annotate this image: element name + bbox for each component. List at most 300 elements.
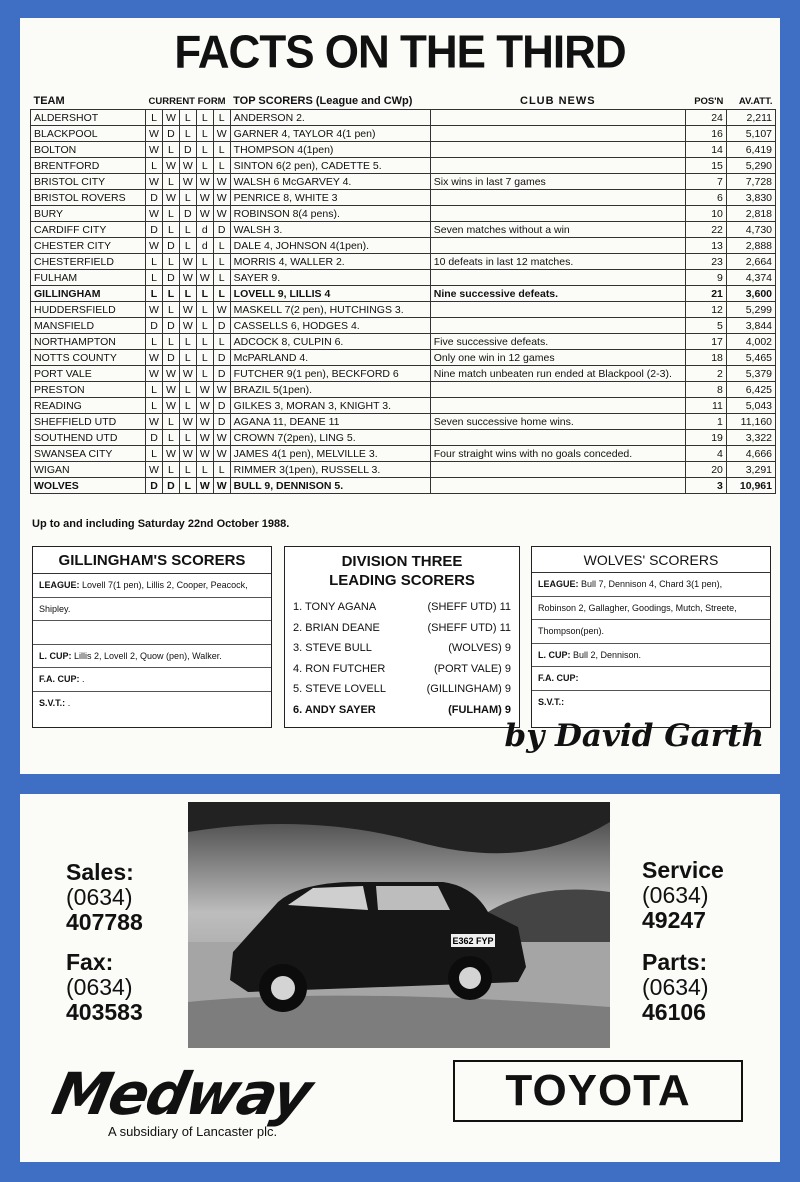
table-row (31, 110, 776, 126)
form-cell: L (146, 398, 163, 414)
form-cell: L (146, 270, 163, 286)
form-cell: L (146, 382, 163, 398)
gill-league-row (33, 574, 271, 598)
form-cell: L (196, 126, 213, 142)
team-cell: SWANSEA CITY (31, 446, 146, 462)
table-row (31, 334, 776, 350)
scorers-cell: GILKES 3, MORAN 3, KNIGHT 3. (230, 398, 430, 414)
position-cell: 18 (685, 350, 726, 366)
position-cell: 4 (685, 446, 726, 462)
news-cell: Seven successive home wins. (430, 414, 685, 430)
form-cell: L (146, 254, 163, 270)
gill-svt-row (33, 692, 271, 715)
team-cell: NORTHAMPTON (31, 334, 146, 350)
wolves-facup-row (532, 667, 770, 691)
table-row (31, 318, 776, 334)
form-cell: L (179, 190, 196, 206)
position-cell: 15 (685, 158, 726, 174)
team-cell: WOLVES (31, 478, 146, 494)
team-cell: READING (31, 398, 146, 414)
parts-code: (0634) (642, 974, 709, 1000)
table-row (31, 398, 776, 414)
table-row (31, 174, 776, 190)
position-cell: 3 (685, 478, 726, 494)
form-cell: L (213, 254, 230, 270)
form-cell: W (196, 270, 213, 286)
form-cell: L (196, 254, 213, 270)
form-cell: W (213, 174, 230, 190)
form-cell: L (162, 430, 179, 446)
wolves-league-row (532, 573, 770, 597)
form-cell: W (196, 190, 213, 206)
table-row (31, 158, 776, 174)
leading-scorer-row (285, 597, 519, 618)
table-row (31, 366, 776, 382)
scorer-club-goals: (WOLVES) 9 (448, 642, 511, 654)
form-cell: L (213, 334, 230, 350)
wolves-scorers-title: WOLVES' SCORERS (532, 547, 770, 573)
position-cell: 17 (685, 334, 726, 350)
news-cell: Six wins in last 7 games (430, 174, 685, 190)
form-cell: L (179, 382, 196, 398)
facts-panel (20, 18, 780, 774)
position-cell: 2 (685, 366, 726, 382)
form-cell: W (213, 206, 230, 222)
col-pos: POS'N (694, 95, 724, 107)
scorers-cell: JAMES 4(1 pen), MELVILLE 3. (230, 446, 430, 462)
lcup-label: L. CUP: (538, 649, 571, 660)
scorers-cell: GARNER 4, TAYLOR 4(1 pen) (230, 126, 430, 142)
form-cell: L (196, 334, 213, 350)
form-cell: L (196, 366, 213, 382)
attendance-cell: 2,888 (726, 238, 775, 254)
scorers-cell: CROWN 7(2pen), LING 5. (230, 430, 430, 446)
fax-contact (66, 950, 143, 1025)
byline: by David Garth (504, 718, 764, 754)
table-row (31, 430, 776, 446)
gill-lcup: Lillis 2, Lovell 2, Quow (pen), Walker. (74, 650, 222, 661)
form-cell: W (213, 446, 230, 462)
form-cell: L (179, 126, 196, 142)
scorers-cell: PENRICE 8, WHITE 3 (230, 190, 430, 206)
facts-table (30, 93, 776, 494)
team-cell: ALDERSHOT (31, 110, 146, 126)
service-label: Service (642, 857, 724, 883)
attendance-cell: 6,425 (726, 382, 775, 398)
form-cell: L (146, 446, 163, 462)
form-cell: L (213, 462, 230, 478)
table-row (31, 414, 776, 430)
attendance-cell: 5,299 (726, 302, 775, 318)
table-row (31, 478, 776, 494)
table-row (31, 222, 776, 238)
table-row (31, 206, 776, 222)
table-row (31, 190, 776, 206)
form-cell: L (162, 414, 179, 430)
gillingham-scorers-title: GILLINGHAM'S SCORERS (33, 547, 271, 574)
form-cell: W (146, 174, 163, 190)
form-cell: D (146, 190, 163, 206)
form-cell: W (162, 110, 179, 126)
news-cell: Only one win in 12 games (430, 350, 685, 366)
form-cell: W (179, 270, 196, 286)
form-cell: L (179, 286, 196, 302)
form-cell: W (146, 302, 163, 318)
position-cell: 7 (685, 174, 726, 190)
service-code: (0634) (642, 882, 709, 908)
form-cell: D (213, 366, 230, 382)
wolves-league-row3 (532, 620, 770, 644)
form-cell: W (146, 126, 163, 142)
position-cell: 6 (685, 190, 726, 206)
form-cell: L (162, 302, 179, 318)
form-cell: W (179, 254, 196, 270)
scorers-cell: McPARLAND 4. (230, 350, 430, 366)
table-row (31, 142, 776, 158)
scorers-cell: MASKELL 7(2 pen), HUTCHINGS 3. (230, 302, 430, 318)
attendance-cell: 2,211 (726, 110, 775, 126)
news-cell (430, 158, 685, 174)
table-header (31, 93, 776, 110)
position-cell: 5 (685, 318, 726, 334)
gill-blank-row (33, 621, 271, 645)
form-cell: W (213, 382, 230, 398)
position-cell: 21 (685, 286, 726, 302)
table-row (31, 238, 776, 254)
form-cell: W (179, 446, 196, 462)
position-cell: 22 (685, 222, 726, 238)
wolves-lcup-row (532, 644, 770, 668)
news-cell (430, 270, 685, 286)
team-cell: BLACKPOOL (31, 126, 146, 142)
scorer-name: 6. ANDY SAYER (293, 703, 376, 716)
form-cell: W (196, 446, 213, 462)
team-cell: MANSFIELD (31, 318, 146, 334)
form-cell: L (179, 110, 196, 126)
form-cell: L (213, 158, 230, 174)
form-cell: L (146, 334, 163, 350)
leading-scorer-row (285, 700, 519, 721)
table-row (31, 462, 776, 478)
wolves-league-line1: Bull 7, Dennison 4, Chard 3(1 pen), (581, 579, 723, 589)
table-row (31, 350, 776, 366)
leading-scorer-row (285, 659, 519, 680)
news-cell (430, 398, 685, 414)
division-three-box (284, 546, 520, 728)
team-cell: BRENTFORD (31, 158, 146, 174)
scorers-cell: THOMPSON 4(1pen) (230, 142, 430, 158)
wolves-scorers-box (531, 546, 771, 728)
form-cell: L (162, 206, 179, 222)
form-cell: W (162, 398, 179, 414)
table-row (31, 270, 776, 286)
form-cell: W (162, 190, 179, 206)
form-cell: L (196, 318, 213, 334)
team-cell: SHEFFIELD UTD (31, 414, 146, 430)
form-cell: D (162, 126, 179, 142)
table-row (31, 302, 776, 318)
form-cell: L (162, 334, 179, 350)
form-cell: L (179, 398, 196, 414)
team-cell: NOTTS COUNTY (31, 350, 146, 366)
gill-lcup-row (33, 645, 271, 669)
attendance-cell: 5,107 (726, 126, 775, 142)
scorers-cell: FUTCHER 9(1 pen), BECKFORD 6 (230, 366, 430, 382)
form-cell: L (196, 142, 213, 158)
parts-label: Parts: (642, 949, 708, 975)
scorers-cell: ROBINSON 8(4 pens). (230, 206, 430, 222)
attendance-cell: 4,730 (726, 222, 775, 238)
news-cell (430, 206, 685, 222)
leading-scorer-row (285, 679, 519, 700)
team-cell: BURY (31, 206, 146, 222)
scorers-cell: SAYER 9. (230, 270, 430, 286)
attendance-cell: 6,419 (726, 142, 775, 158)
form-cell: d (196, 238, 213, 254)
division-three-title-line1: DIVISION THREE (341, 553, 463, 570)
form-cell: D (179, 206, 196, 222)
form-cell: D (213, 222, 230, 238)
col-team: TEAM (33, 95, 65, 107)
form-cell: D (162, 270, 179, 286)
form-cell: W (162, 366, 179, 382)
scorers-cell: SINTON 6(2 pen), CADETTE 5. (230, 158, 430, 174)
position-cell: 11 (685, 398, 726, 414)
news-cell (430, 462, 685, 478)
form-cell: W (146, 366, 163, 382)
league-label: LEAGUE: (39, 580, 80, 590)
position-cell: 16 (685, 126, 726, 142)
fax-number: 403583 (66, 999, 143, 1025)
lcup-label: L. CUP: (39, 650, 72, 661)
form-cell: L (213, 286, 230, 302)
news-cell (430, 430, 685, 446)
position-cell: 12 (685, 302, 726, 318)
wolves-lcup: Bull 2, Dennison. (573, 649, 642, 660)
form-cell: L (179, 334, 196, 350)
fax-code: (0634) (66, 974, 133, 1000)
form-cell: W (196, 206, 213, 222)
scorer-club-goals: (SHEFF UTD) 11 (427, 621, 511, 634)
news-cell: Five successive defeats. (430, 334, 685, 350)
team-cell: SOUTHEND UTD (31, 430, 146, 446)
form-cell: W (179, 366, 196, 382)
form-cell: D (162, 318, 179, 334)
position-cell: 9 (685, 270, 726, 286)
scorers-cell: BRAZIL 5(1pen). (230, 382, 430, 398)
scorers-cell: WALSH 3. (230, 222, 430, 238)
scorer-name: 3. STEVE BULL (293, 642, 372, 654)
news-cell (430, 190, 685, 206)
position-cell: 10 (685, 206, 726, 222)
position-cell: 20 (685, 462, 726, 478)
svt-label: S.V.T.: (538, 696, 565, 707)
scorer-club-goals: (SHEFF UTD) 11 (427, 601, 511, 613)
scorers-cell: DALE 4, JOHNSON 4(1pen). (230, 238, 430, 254)
scorer-club-goals: (FULHAM) 9 (448, 703, 511, 716)
form-cell: L (146, 110, 163, 126)
table-row (31, 446, 776, 462)
form-cell: L (162, 142, 179, 158)
form-cell: D (162, 350, 179, 366)
parts-contact (642, 950, 708, 1025)
sales-code: (0634) (66, 884, 133, 910)
wolves-league-line2: Robinson 2, Gallagher, Goodings, Mutch, Streete, (538, 602, 737, 613)
team-cell: CARDIFF CITY (31, 222, 146, 238)
form-cell: L (162, 286, 179, 302)
news-cell (430, 302, 685, 318)
form-cell: L (146, 286, 163, 302)
service-number: 49247 (642, 907, 706, 933)
news-cell (430, 318, 685, 334)
team-cell: BOLTON (31, 142, 146, 158)
news-cell (430, 382, 685, 398)
form-cell: W (213, 430, 230, 446)
team-cell: CHESTERFIELD (31, 254, 146, 270)
form-cell: L (179, 478, 196, 494)
news-cell: Four straight wins with no goals conceded. (430, 446, 685, 462)
col-form: CURRENT FORM (148, 95, 226, 107)
attendance-cell: 11,160 (726, 414, 775, 430)
form-cell: W (213, 126, 230, 142)
leading-scorer-row (285, 618, 519, 639)
form-cell: L (162, 462, 179, 478)
sales-label: Sales: (66, 859, 134, 885)
form-cell: W (179, 174, 196, 190)
gill-facup-row (33, 668, 271, 692)
division-three-title (285, 547, 519, 594)
team-cell: WIGAN (31, 462, 146, 478)
scorer-name: 5. STEVE LOVELL (293, 683, 386, 695)
form-cell: W (196, 414, 213, 430)
form-cell: D (146, 318, 163, 334)
attendance-cell: 4,374 (726, 270, 775, 286)
form-cell: L (179, 238, 196, 254)
form-cell: W (179, 414, 196, 430)
table-row (31, 254, 776, 270)
attendance-cell: 3,844 (726, 318, 775, 334)
scorer-name: 2. BRIAN DEANE (293, 621, 380, 634)
form-cell: D (162, 238, 179, 254)
scorer-name: 1. TONY AGANA (293, 601, 377, 613)
form-cell: L (162, 222, 179, 238)
parts-number: 46106 (642, 999, 706, 1025)
form-cell: L (179, 350, 196, 366)
scorer-name: 4. RON FUTCHER (293, 662, 386, 675)
scorers-cell: ANDERSON 2. (230, 110, 430, 126)
form-cell: D (146, 478, 163, 494)
form-cell: L (196, 286, 213, 302)
scorers-cell: BULL 9, DENNISON 5. (230, 478, 430, 494)
scorers-cell: MORRIS 4, WALLER 2. (230, 254, 430, 270)
news-cell (430, 142, 685, 158)
subsidiary-text: A subsidiary of Lancaster plc. (108, 1124, 278, 1139)
scorers-cell: LOVELL 9, LILLIS 4 (230, 286, 430, 302)
team-cell: PRESTON (31, 382, 146, 398)
table-row (31, 382, 776, 398)
attendance-cell: 5,290 (726, 158, 775, 174)
toyota-logo: TOYOTA (453, 1060, 743, 1122)
position-cell: 19 (685, 430, 726, 446)
attendance-cell: 7,728 (726, 174, 775, 190)
gill-league-line2: Shipley. (39, 603, 71, 614)
wolves-league-row2 (532, 597, 770, 621)
form-cell: W (213, 478, 230, 494)
attendance-cell: 5,043 (726, 398, 775, 414)
form-cell: D (213, 318, 230, 334)
form-cell: W (162, 446, 179, 462)
form-cell: D (213, 414, 230, 430)
form-cell: W (179, 158, 196, 174)
gillingham-scorers-box (32, 546, 272, 728)
scorer-club-goals: (GILLINGHAM) 9 (426, 683, 511, 695)
form-cell: D (179, 142, 196, 158)
team-cell: BRISTOL ROVERS (31, 190, 146, 206)
team-cell: GILLINGHAM (31, 286, 146, 302)
team-cell: FULHAM (31, 270, 146, 286)
form-cell: W (196, 478, 213, 494)
position-cell: 13 (685, 238, 726, 254)
form-cell: D (162, 478, 179, 494)
form-cell: L (196, 110, 213, 126)
toyota-advert (20, 794, 780, 1162)
form-cell: L (213, 142, 230, 158)
col-scorers: TOP SCORERS (League and CWp) (233, 95, 413, 107)
col-news: CLUB NEWS (520, 95, 596, 107)
form-cell: W (146, 462, 163, 478)
facup-label: F.A. CUP: (538, 673, 579, 683)
wolves-svt-row (532, 691, 770, 714)
gill-svt: . (67, 697, 71, 708)
position-cell: 24 (685, 110, 726, 126)
form-cell: L (162, 254, 179, 270)
table-row (31, 286, 776, 302)
form-cell: W (179, 318, 196, 334)
form-cell: W (146, 414, 163, 430)
attendance-cell: 3,600 (726, 286, 775, 302)
gill-facup: . (82, 674, 85, 684)
team-cell: HUDDERSFIELD (31, 302, 146, 318)
table-row (31, 126, 776, 142)
service-contact (642, 858, 724, 933)
sales-number: 407788 (66, 909, 143, 935)
leading-scorer-row (285, 638, 519, 659)
form-cell: W (146, 350, 163, 366)
attendance-cell: 4,002 (726, 334, 775, 350)
scorers-cell: RIMMER 3(1pen), RUSSELL 3. (230, 462, 430, 478)
team-cell: BRISTOL CITY (31, 174, 146, 190)
attendance-cell: 2,818 (726, 206, 775, 222)
fax-label: Fax: (66, 949, 114, 975)
form-cell: L (196, 350, 213, 366)
news-cell: Nine successive defeats. (430, 286, 685, 302)
car-photo (188, 802, 610, 1048)
news-cell (430, 238, 685, 254)
team-cell: PORT VALE (31, 366, 146, 382)
sales-contact (66, 860, 143, 935)
news-cell: 10 defeats in last 12 matches. (430, 254, 685, 270)
form-cell: L (179, 462, 196, 478)
svt-label: S.V.T.: (39, 697, 66, 708)
form-cell: L (179, 430, 196, 446)
form-cell: W (162, 382, 179, 398)
form-cell: W (196, 174, 213, 190)
position-cell: 8 (685, 382, 726, 398)
news-cell (430, 478, 685, 494)
form-cell: L (196, 158, 213, 174)
scorers-cell: ADCOCK 8, CULPIN 6. (230, 334, 430, 350)
form-cell: L (196, 302, 213, 318)
